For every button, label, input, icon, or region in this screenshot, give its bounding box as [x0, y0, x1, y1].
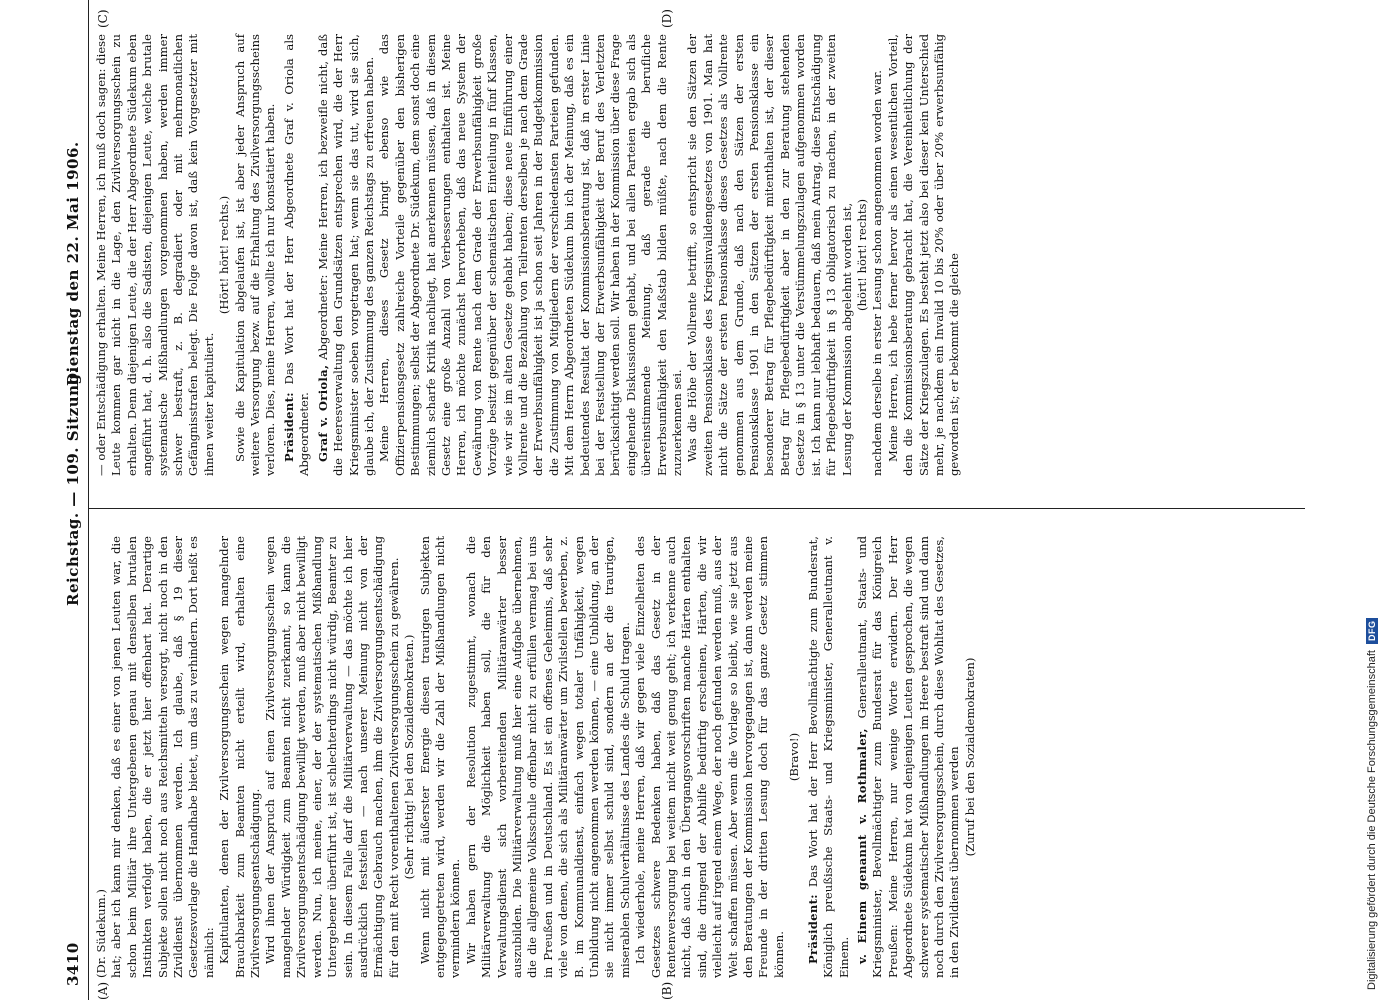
- margin-mark-b: (B): [660, 981, 674, 1000]
- margin-mark-a: (A): [96, 981, 110, 1000]
- speaker-name: Präsident:: [281, 392, 296, 462]
- dfg-logo: DFG: [1366, 618, 1378, 645]
- column-divider: [88, 508, 1305, 509]
- page-number: 3410: [64, 942, 82, 986]
- margin-mark-d: (D): [660, 9, 674, 28]
- paragraph: Wenn nicht mit äußerster Energie diesen traurigen Subjekten entgegengetreten wird, werden wir die Zahl der Mißhandlungen nicht vermindern können.: [417, 536, 463, 978]
- reaction: (Sehr richtig! bei den Sozialdemokraten.): [402, 634, 417, 880]
- paragraph: Sowie die Kapitulation abgelaufen ist, ist aber jeder Anspruch auf weitere Versorgung bezw. auf die Erhaltung des Zivilversorgungsscheins verloren. Dies, meine Herren, wollte ich nur konstatiert haben.: [232, 34, 278, 476]
- paragraph: Ich wiederhole, meine Herren, daß wir gegen viele Einzelheiten des Gesetzes schwere Bedenken haben, daß das Gesetz in der Rentenversorgung bei weitem nicht weit genug geht; ich verkenne auch nicht, daß auch in den Übergangsvorschriften manche Härten enthalten sind, die dringend der Abhilfe bedürftig erscheinen, Härten, die wir vielleicht auf irgend einem Wege, der noch gefunden werden muß, aus der Welt schaffen müssen. Aber wenn die Vorlage so bleibt, wie sie jetzt aus den Beratungen der Kommission hervorgegangen ist, dann werden meine Freunde in der dritten Lesung doch für das ganze Gesetz stimmen können.: [633, 536, 786, 978]
- running-title-right: Dienstag den 22. Mai 1906.: [64, 141, 82, 386]
- reaction: (Bravo!): [787, 732, 802, 782]
- rotated-page: [60, 0, 1305, 1000]
- running-title-left: Reichstag. — 109. Sitzung.: [64, 367, 82, 606]
- margin-mark-c: (C): [96, 9, 110, 28]
- quotation: Kapitulanten, denen der Zivilversorgungsschein wegen mangelnder Brauchbarkeit zum Beamten nicht erteilt wird, erhalten eine Zivilversorgungsentschädigung.: [217, 536, 263, 978]
- paragraph: Generalleutnant, Staats- und Kriegsminister, Bevollmächtigter zum Bundesrat für das Königreich Preußen: Meine Herren, nur wenige Worte erwidern. Der Herr Abgeordnete Südekum hat von denjenigen Leuten gesprochen, die wegen schwerer systematischer Mißhandlungen im Heere bestraft sind und dann noch durch den Zivilversorgungsschein, durch diese Wohltat des Gesetzes, in den Zivildienst übernommen werden: [854, 536, 962, 978]
- paragraph: Das Wort hat der Herr Bevollmächtigte zum Bundesrat, Königlich preußische Staats- und Kriegsminister, Generalleutnant v. Einem.: [805, 536, 851, 978]
- running-head: [62, 14, 88, 986]
- header-rule: [88, 0, 89, 1000]
- paragraph: Abgeordneter: Meine Herren, ich bezweifle nicht, daß die Heeresverwaltung den Grundsätzen entsprechen wird, die der Herr Kriegsminister soeben vorgetragen hat; wenn sie das tut, wird sie sich, glaube ich, der Zustimmung des ganzen Reichstags zu erfreuen haben.: [315, 34, 376, 476]
- paragraph: Meine Herren, dieses Gesetz bringt ebenso wie das Offizierpensionsgesetz zahlreiche Vorteile gegenüber den bisherigen Bestimmungen; selbst der Abgeordnete Dr. Südekum, dem sonst doch eine ziemlich scharfe Kritik nachliegt, hat anerkennen müssen, daß in diesem Gesetz eine große Anzahl von Verbesserungen enthalten ist. Meine Herren, ich möchte zunächst hervorheben, daß das neue System der Gewährung von Rente nach dem Grade der Erwerbsunfähigkeit große Vorzüge besitzt gegenüber der schematischen Einteilung in fünf Klassen, wie wir sie im alten Gesetze gehabt haben; diese neue Einführung einer Vollrente und die Bezahlung von Teilrenten derselben je nach dem Grade der Erwerbsunfähigkeit ist ja schon seit Jahren in der Budgetkommission die Zustimmung von Mitgliedern der verschiedensten Parteien gefunden. Mit dem Herrn Abgeordneten Südekum bin ich der Meinung, daß es ein bedeutendes Resultat der Kommissionsberatung ist, daß in erster Linie bei der Feststellung der Erwerbsunfähigkeit der Beruf des Verletzten berücksichtigt werden soll. Wir haben in der Kommission über diese Frage eingehende Diskussionen gehabt, und bei allen Parteien ergab sich als übereinstimmende Meinung, daß gerade die berufliche Erwerbsunfähigkeit den Maßstab bilden müßte, nach dem die Rente zuzuerkennen sei.: [377, 34, 685, 476]
- right-column: [94, 34, 963, 476]
- paragraph: nachdem derselbe in erster Lesung schon angenommen worden war.: [870, 70, 885, 476]
- speaker-name: v. Einem genannt v. Rothmaler,: [854, 728, 869, 964]
- reaction: (hört! hört! rechts): [854, 199, 869, 312]
- paragraph: Wir haben gern der Resolution zugestimmt, wonach die Militärverwaltung die Möglichkeit haben soll, die für den Verwaltungsdienst sich vorbereitenden Militäranwärter besser auszubilden. Die Militärverwaltung muß hier eine Aufgabe übernehmen, die die allgemeine Volksschule offenbar nicht zu erfüllen vermag bei uns in Preußen und in Deutschland. Es ist ein offenes Geheimnis, daß sehr viele von denen, die sich als Militäranwärter um Zivilstellen bewerben, z. B. im Kommunaldienst, einfach wegen totaler Unfähigkeit, wegen Unbildung nicht angenommen werden können, — eine Unbildung, an der sie nicht immer selbst schuld sind, sondern an der die traurigen, miserablen Schulverhältnisse des Landes die Schuld tragen.: [463, 536, 632, 978]
- digitization-credit-text: Digitalisierung gefördert durch die Deutsche Forschungsgemeinschaft: [1366, 650, 1378, 990]
- paragraph: hat; aber ich kann mir denken, daß es einer von jenen Leuten war, die schon beim Militär ihre Untergebenen genau mit denselben brutalen Instinkten verfolgt haben, die er jetzt hier offenbart hat. Derartige Subjekte sollen nicht noch aus Reichsmitteln versorgt, nicht noch in den Zivildienst übernommen werden. Ich glaube, daß § 19 dieser Gesetzesvorlage die Handhabe bietet, um das zu verhindern. Dort heißt es nämlich:: [109, 536, 216, 978]
- speaker-name: Präsident:: [805, 894, 820, 964]
- paragraph: Was die Höhe der Vollrente betrifft, so entspricht sie den Sätzen der zweiten Pensionsklasse des Kriegsinvalidengesetzes von 1901. Man hat nicht die Sätze der ersten Pensionsklasse dieses Gesetzes als Vollrente genommen aus dem Grunde, daß nach den Sätzen der ersten Pensionsklasse 1901 in den Sätzen der ersten Pensionsklasse ein besonderer Betrag für Pflegebedürftigkeit mitenthalten ist, der dieser Betrag für Pflegebedürftigkeit aber in den zur Beratung stehenden Gesetze in § 13 unter die Verstümmelungszulagen aufgenommen worden ist. Ich kann nur lebhaft bedauern, daß mein Antrag, diese Entschädigung für Pflegebedürftigkeit in § 13 obligatorisch zu machen, in der zweiten Lesung der Kommission abgelehnt worden ist,: [685, 34, 854, 476]
- reaction: (Zuruf bei den Sozialdemokraten): [962, 657, 977, 857]
- paragraph: — oder Entschädigung erhalten. Meine Herren, ich muß doch sagen: diese Leute kommen gar nicht in die Lage, den Zivilversorgungsschein zu erhalten. Denn diejenigen Leute, die der Herr Abgeordnete Südekum eben angeführt hat, d. h. also die Sadisten, diejenigen Leute, welche brutale systematische Mißhandlungen vorgenommen haben, werden immer schwer bestraft, z. B. degradiert oder mit mehrmonatlichen Gefängnisstrafen belegt. Die Folge davon ist, daß kein Vorgesetzter mit ihnen weiter kapituliert.: [94, 34, 216, 476]
- paragraph: Das Wort hat der Herr Abgeordnete Graf v. Oriola als Abgeordneter.: [281, 34, 312, 476]
- page-content: [60, 0, 1305, 1000]
- paragraph: Wird ihnen der Anspruch auf einen Zivilversorgungsschein wegen mangelnder Würdigkeit zum Beamten nicht zuerkannt, so kann die Zivilversorgungsentschädigung bewilligt werden, muß aber nicht bewilligt werden. Nun, ich meine, einer, der der systematischen Mißhandlung Untergebener überführt ist, ist schlechterdings nicht würdig, Beamter zu sein. In diesem Falle darf die Militärverwaltung — das möchte ich hier ausdrücklich feststellen — nach unserer Meinung nicht von der Ermächtigung Gebrauch machen, ihm die Zivilversorgungsentschädigung für den mit Recht vorenthaltenen Zivilversorgungsschein zu gewähren.: [263, 536, 401, 978]
- reaction: (Hört! hört! rechts.): [217, 195, 232, 315]
- speaker-name: Graf v. Oriola,: [315, 364, 330, 462]
- left-column: [94, 536, 978, 978]
- speaker-continued: (Dr. Südekum.): [94, 889, 108, 978]
- paragraph: Meine Herren, ich hebe ferner hervor als einen wesentlichen Vorteil, den die Kommissionsberatung gebracht hat, die Vereinheitlichung der Sätze der Kriegszulagen. Es besteht jetzt also bei dieser kein Unterschied mehr, je nachdem ein Invalid 10 bis 20% oder über 20% erwerbsunfähig geworden ist; er bekommt die gleiche: [885, 34, 962, 476]
- digitization-credit: [1364, 30, 1380, 990]
